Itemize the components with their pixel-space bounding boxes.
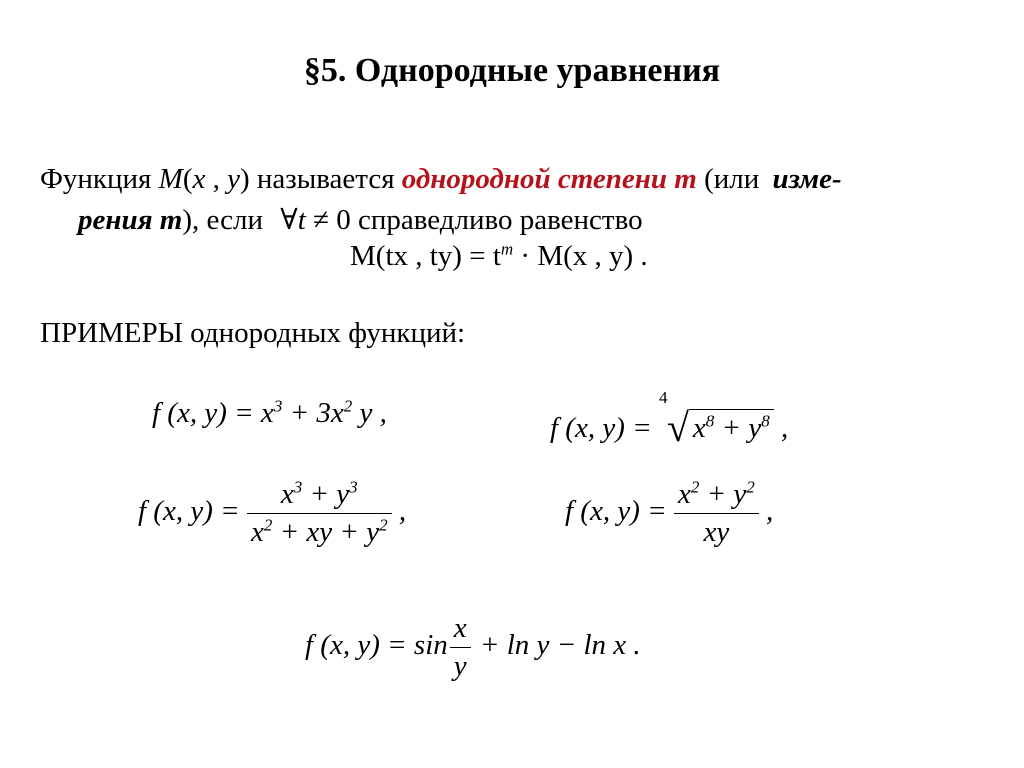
def-text-2: ) называется — [240, 163, 402, 195]
numerator-part: x — [677, 478, 691, 510]
def-y: y — [227, 163, 240, 195]
numerator: x — [450, 612, 471, 648]
fraction — [450, 612, 471, 683]
numerator-exp: 2 — [746, 477, 755, 497]
def-x: x — [192, 163, 206, 195]
denominator-part: + xy + y — [272, 516, 380, 548]
numerator-exp: 2 — [690, 477, 700, 497]
def-text: Функция — [40, 163, 159, 195]
radicand-exp: 8 — [705, 411, 715, 431]
denominator: xy — [703, 516, 730, 548]
def-comma: , — [205, 163, 228, 195]
numerator — [674, 478, 759, 514]
root-index: 4 — [658, 388, 668, 407]
definition-equation — [350, 240, 648, 273]
formula-1-exp: 2 — [343, 396, 353, 416]
denominator-part: x — [250, 516, 264, 548]
radicand-part: + y — [714, 412, 762, 444]
formula-2 — [550, 388, 789, 450]
numerator-part: + y — [699, 478, 747, 510]
formula-1 — [152, 397, 387, 430]
def-text-4: ), если — [182, 204, 271, 236]
def-paren: ( — [182, 163, 193, 195]
page-title: §5. Однородные уравнения — [303, 52, 721, 89]
formula-4-part: f (x, y) = — [565, 495, 674, 528]
radicand-part: x — [692, 412, 706, 444]
fraction — [247, 478, 392, 549]
numerator — [247, 478, 392, 514]
definition-line-1 — [40, 163, 842, 196]
denominator-exp: 2 — [379, 515, 388, 535]
denominator-exp: 2 — [263, 515, 273, 535]
formula-4-part: , — [758, 495, 774, 528]
def-bold-term: изме- — [772, 163, 842, 195]
def-t: t — [297, 204, 306, 236]
formula-4 — [565, 478, 773, 549]
equation-exponent: m — [500, 239, 514, 259]
formula-5-part: + ln y − ln x . — [472, 629, 641, 662]
numerator-part: + y — [302, 478, 350, 510]
def-highlight: однородной степени m — [401, 163, 697, 195]
def-text-5: ≠ 0 справедливо равенство — [305, 204, 643, 236]
equation-right: · M(x , y) . — [513, 240, 648, 272]
def-text-3: (или — [696, 163, 767, 195]
numerator-part: x — [280, 478, 294, 510]
radical-sign: √ — [666, 405, 689, 450]
formula-3 — [138, 478, 406, 549]
radicand — [689, 409, 774, 445]
formula-3-part: f (x, y) = — [138, 495, 247, 528]
fourth-root — [658, 388, 774, 450]
formula-3-part: , — [391, 495, 407, 528]
forall-symbol: ∀ — [280, 204, 298, 236]
formula-1-part: + 3x — [282, 397, 344, 429]
denominator: y — [453, 650, 467, 682]
formula-1-part: y , — [352, 397, 387, 429]
formula-2-part: , — [773, 412, 789, 444]
formula-5-part: f (x, y) = sin — [305, 629, 448, 662]
fraction — [674, 478, 759, 549]
def-bold-term-2: рения m — [78, 204, 183, 236]
def-m: M — [158, 163, 183, 195]
formula-5 — [305, 612, 641, 683]
denominator — [247, 514, 392, 549]
radicand-exp: 8 — [761, 411, 770, 431]
equation-left: M(tx , ty) = t — [350, 240, 501, 272]
examples-heading: ПРИМЕРЫ однородных функций: — [40, 317, 466, 349]
formula-2-part: f (x, y) = — [550, 412, 659, 444]
formula-1-exp: 3 — [273, 396, 283, 416]
numerator-exp: 3 — [293, 477, 303, 497]
formula-1-part: f (x, y) = x — [152, 397, 274, 429]
definition-line-2 — [78, 202, 643, 237]
numerator-exp: 3 — [349, 477, 358, 497]
